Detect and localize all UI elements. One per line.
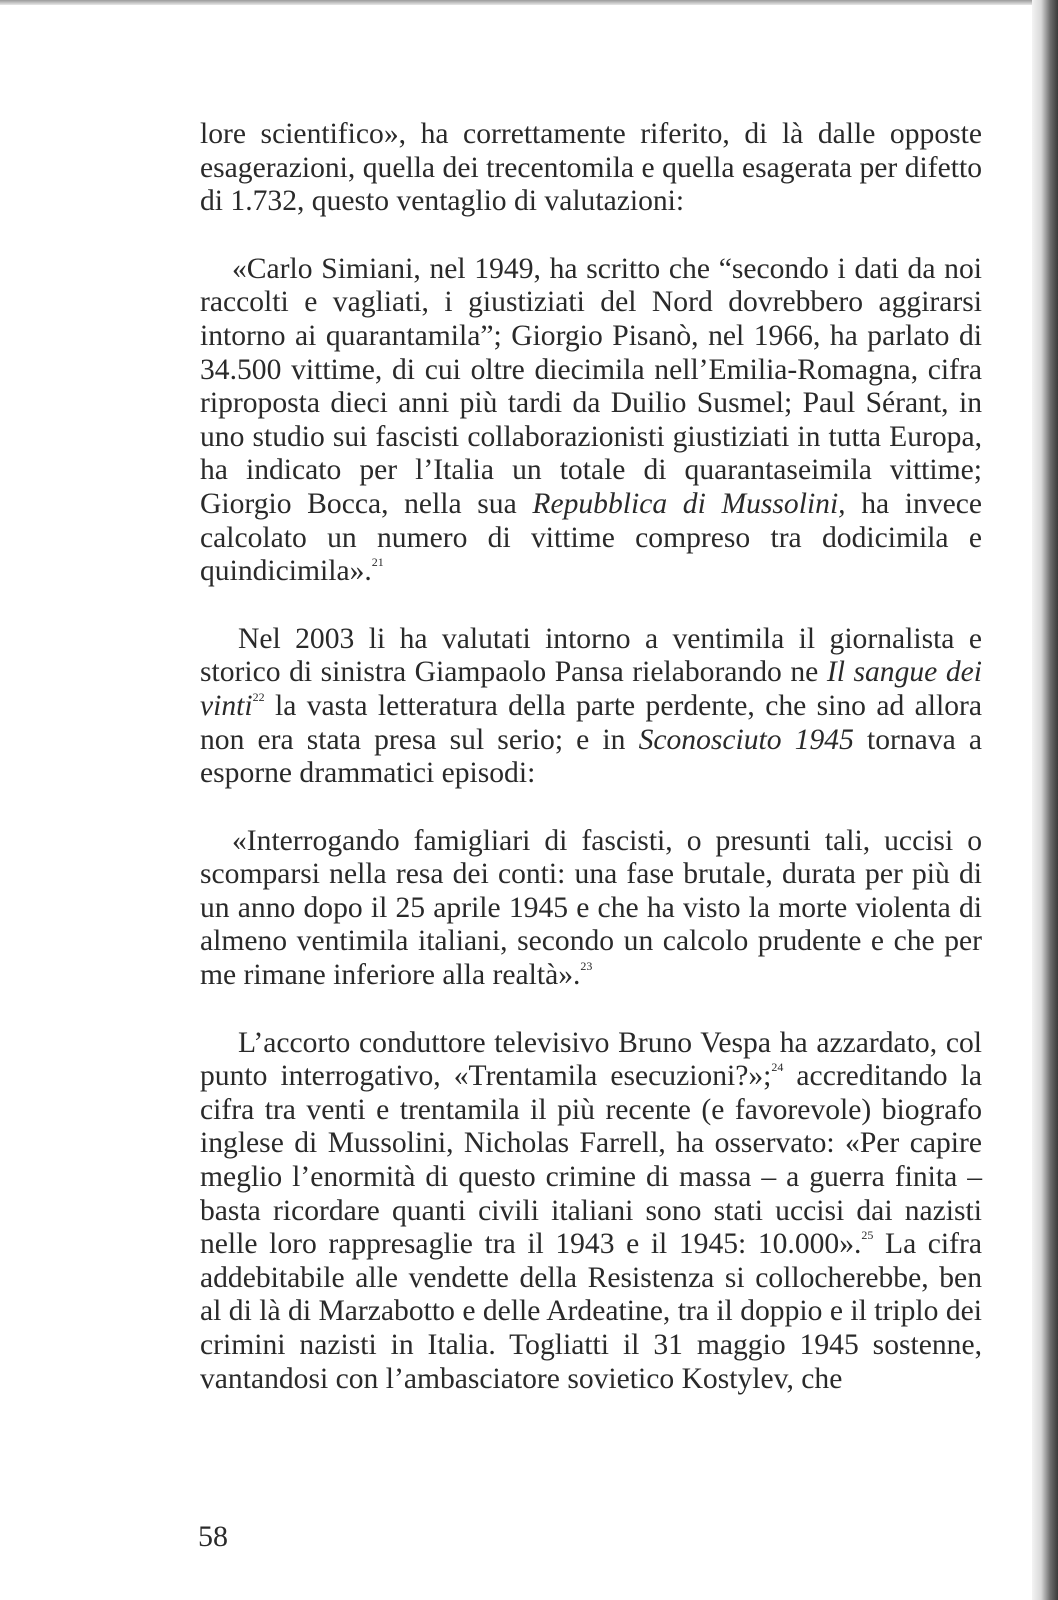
page-number: 58: [198, 1520, 228, 1553]
footnote-ref-25: 25: [861, 1228, 874, 1243]
paragraph-2-text-mid: la vasta letteratura della parte perdente, che sino ad allora non era stata presa sul serio; e in: [200, 689, 982, 756]
paragraph-3: [200, 1027, 982, 1397]
quote-1-text-end: ha invece calcolato un numero di vittime compreso tra dodicimila e quindicimila».: [200, 487, 983, 588]
paragraph-3-text: L’accorto conduttore televisivo Bruno Vespa ha azzardato, col punto interrogativo, «Trentamila esecuzioni?»;: [200, 1026, 982, 1093]
footnote-ref-21: 21: [371, 555, 384, 570]
paragraph-1-text: lore scientifico», ha correttamente riferito, di là dalle opposte esagerazioni, quella dei trecentomila e quella esagerata per difetto di 1.732, questo ventaglio di valutazioni:: [200, 118, 982, 218]
quote-block-1: [200, 253, 982, 589]
footnote-ref-24: 24: [771, 1060, 784, 1075]
book-title-sconosciuto-1945: Sconosciuto 1945: [638, 723, 854, 756]
paragraph-2-text-end: tornava a esporne drammatici episodi:: [200, 723, 982, 790]
quote-1-text: «Carlo Simiani, nel 1949, ha scritto che “secondo i dati da noi raccolti e vagliati, i giustiziati del Nord dovrebbero aggirarsi intorno ai quarantamila”; Giorgio Pisanò, nel 1966, ha parlato di 34.500 vittime, di cui oltre diecimila nell’Emilia-Romagna, cifra riproposta dieci anni più tardi da Duilio Susmel; Paul Sérant, in uno studio sui fascisti collaborazionisti giustiziati in tutta Europa, ha indicato per l’Italia un totale di quarantaseimila vittime; Giorgio Bocca, nella sua: [200, 252, 982, 520]
book-title-repubblica: Repubblica di Mussolini,: [532, 487, 846, 520]
page-binding-shadow: [1032, 0, 1058, 1600]
paragraph-2: [200, 623, 982, 791]
page-top-edge-shadow: [0, 0, 1058, 5]
paragraph-2-text: Nel 2003 li ha valutati intorno a ventimila il giornalista e storico di sinistra Giampaolo Pansa rielaborando ne: [200, 622, 982, 689]
quote-block-2: [200, 825, 982, 993]
paragraph-1: [200, 118, 982, 219]
footnote-ref-23: 23: [580, 959, 593, 974]
quote-2-text: «Interrogando famigliari di fascisti, o presunti tali, uccisi o scomparsi nella resa dei conti: una fase brutale, durata per più di un anno dopo il 25 aprile 1945 e che ha visto la morte violenta di almeno ventimila italiani, secondo un calcolo prudente e che per me rimane inferiore alla realtà».: [200, 824, 982, 992]
paragraph-3-text-end: La cifra addebitabile alle vendette della Resistenza si collocherebbe, ben al di là di Marzabotto e delle Ardeatine, tra il doppio e il triplo dei crimini nazisti in Italia. Togliatti il 31 maggio 1945 sostenne, vantandosi con l’ambasciatore sovietico Kostylev, che: [200, 1228, 982, 1395]
footnote-ref-22: 22: [252, 689, 265, 704]
body-text: [200, 118, 982, 1396]
paragraph-3-text-mid: accreditando la cifra tra venti e trentamila il più recente (e favorevole) biografo inglese di Mussolini, Nicholas Farrell, ha osservato: «Per capire meglio l’enormità di questo crimine di massa – a guerra finita – basta ricordare quanti civili italiani sono stati uccisi dai nazisti nelle loro rappresaglie tra il 1943 e il 1945: 10.000».: [200, 1060, 982, 1261]
book-title-sangue-dei-vinti: Il sangue dei vinti: [200, 656, 982, 722]
